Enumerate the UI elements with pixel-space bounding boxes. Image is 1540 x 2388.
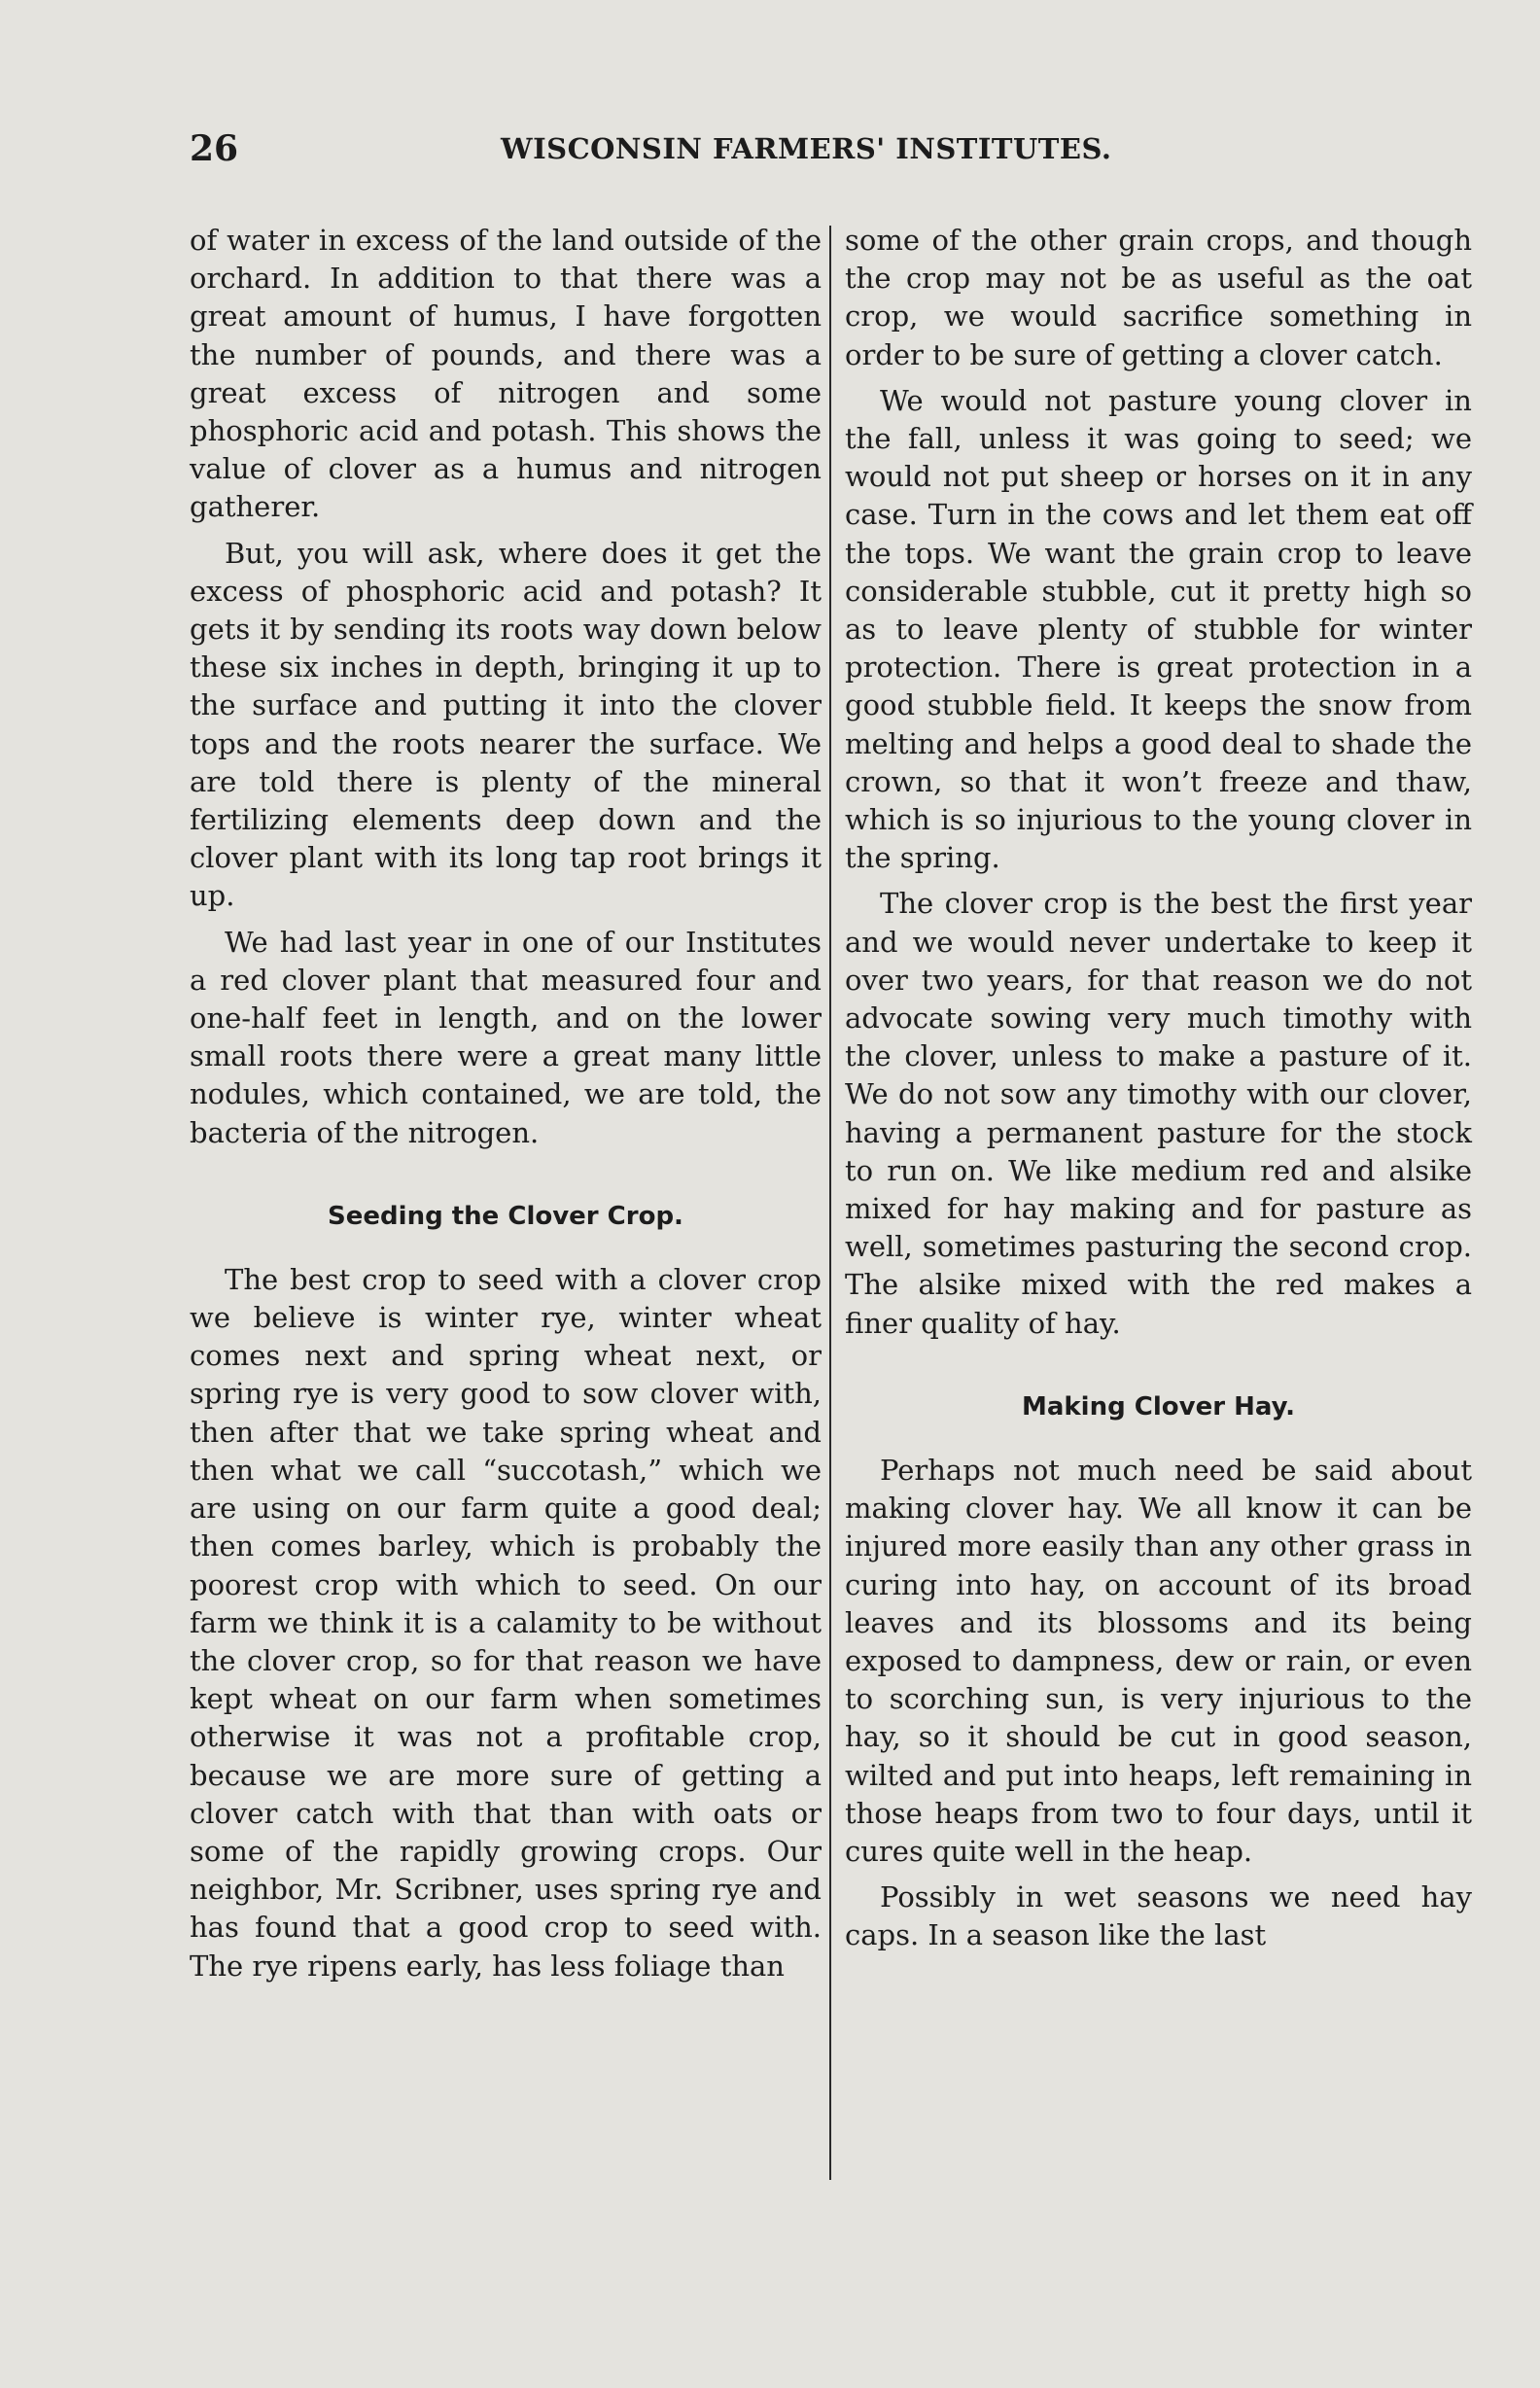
paragraph: The clover crop is the best the first year and we would never undertake to keep it over two years, for that reason we do not advocate sowing very much timothy with the clover, unless to make a pasture of it. We do not sow any timothy with our clover, having a permanent pasture for the stock to run on. We like medium red and alsike mixed for hay making and for pasture as well, sometimes pasturing the second crop. The alsike mixed with the red makes a finer quality of hay. <box>845 887 1472 1340</box>
right-column <box>845 222 1472 1963</box>
paragraph: of water in excess of the land outside of the orchard. In addition to that there was a great amount of humus, I have forgotten the number of pounds, and there was a great excess of nitrogen and some phosphoric acid and potash. This shows the value of clover as a humus and nitrogen gatherer. <box>190 224 822 524</box>
page-header <box>190 124 1492 173</box>
section-heading: Seeding the Clover Crop. <box>328 1201 683 1231</box>
paragraph: The best crop to seed with a clover crop we believe is winter rye, winter wheat comes next and spring wheat next, or spring rye is very good to sow clover with, then after that we take spring wheat and then what we call “succotash,” which we are using on our farm quite a good deal; then comes barley, which is probably the poorest crop with which to seed. On our farm we think it is a calamity to be without the clover crop, so for that reason we have kept wheat on our farm when sometimes otherwise it was not a profitable crop, because we are more sure of getting a clover catch with that than with oats or some of the rapidly growing crops. Our neighbor, Mr. Scribner, uses spring rye and has found that a good crop to seed with. The rye ripens early, has less foliage than <box>190 1262 822 1983</box>
running-title: WISCONSIN FARMERS' INSTITUTES. <box>501 132 1112 165</box>
column-divider <box>829 226 831 2180</box>
paragraph: Possibly in wet seasons we need hay caps. In a season like the last <box>845 1880 1472 1952</box>
paragraph: We had last year in one of our Institutes a red clover plant that measured four and one-half feet in length, and on the lower small roots there were a great many little nodules, which contained, we are told, the bacteria of the nitrogen. <box>190 925 822 1149</box>
section-heading: Making Clover Hay. <box>1021 1391 1296 1422</box>
paragraph: But, you will ask, where does it get the excess of phosphoric acid and potash? It gets it by sending its roots way down below these six inches in depth, bringing it up to the surface and putting it into the clover tops and the roots nearer the surface. We are told there is plenty of the mineral fertilizing elements deep down and the clover plant with its long tap root brings it up. <box>190 536 822 913</box>
page-number: 26 <box>190 128 239 169</box>
left-column <box>190 222 822 1993</box>
paragraph: Perhaps not much need be said about making clover hay. We all know it can be injured more easily than any other grass in curing into hay, on account of its broad leaves and its blossoms and its being exposed to dampness, dew or rain, or even to scorching sun, is very injurious to the hay, so it should be cut in good season, wilted and put into heaps, left remaining in those heaps from two to four days, until it cures quite well in the heap. <box>845 1453 1472 1868</box>
paragraph: We would not pasture young clover in the fall, unless it was going to seed; we would not put sheep or horses on it in any case. Turn in the cows and let them eat off the tops. We want the grain crop to leave considerable stubble, cut it pretty high so as to leave plenty of stubble for winter protection. There is great protection in a good stubble field. It keeps the snow from melting and helps a good deal to shade the crown, so that it won’t freeze and thaw, which is so injurious to the young clover in the spring. <box>845 383 1472 875</box>
paragraph: some of the other grain crops, and though the crop may not be as useful as the oat crop, we would sacrifice something in order to be sure of getting a clover catch. <box>845 224 1472 371</box>
